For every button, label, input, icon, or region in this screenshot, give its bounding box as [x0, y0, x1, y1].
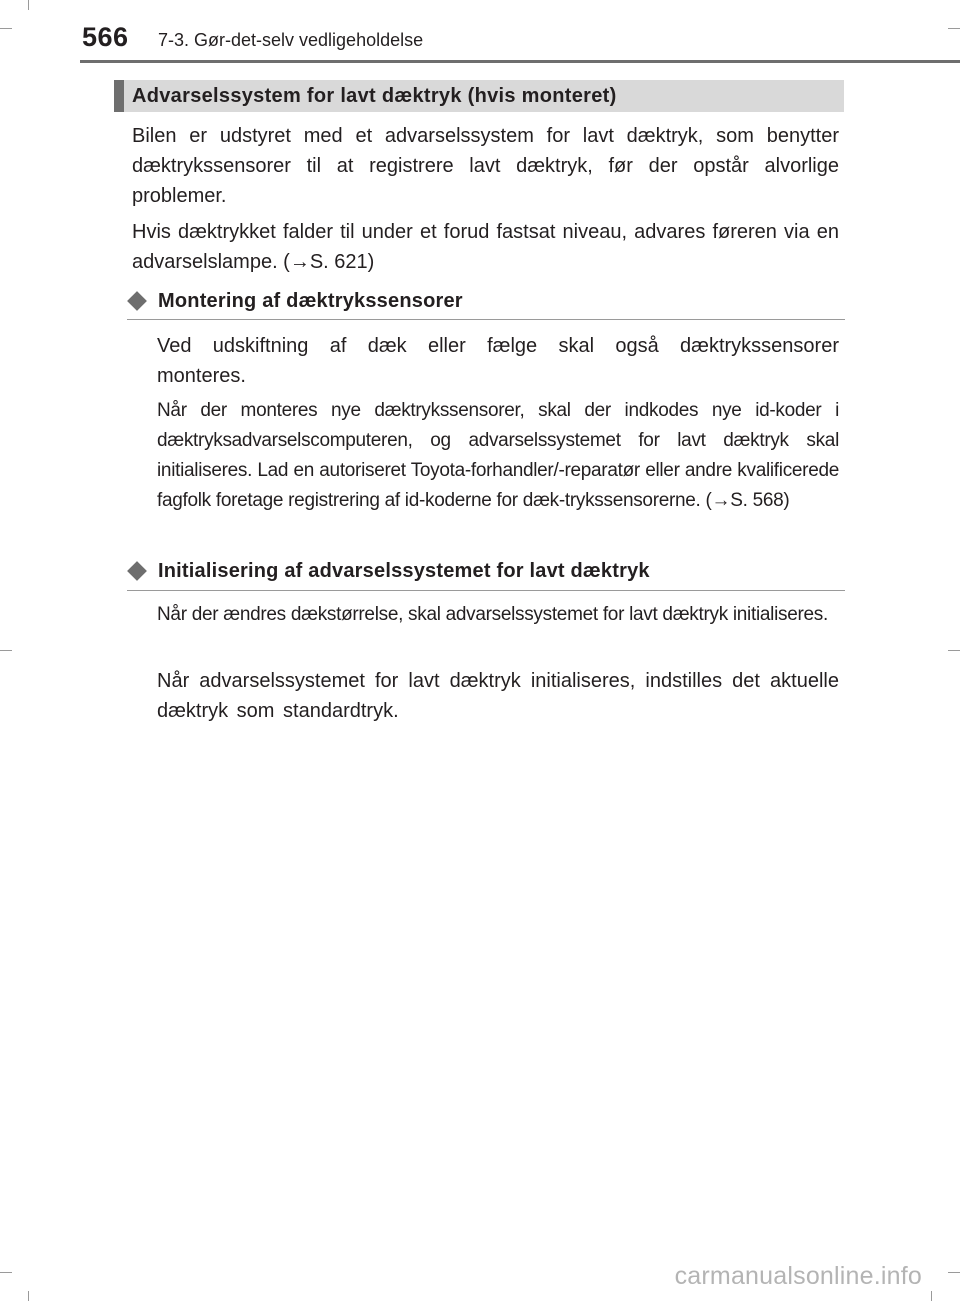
crop-mark	[931, 1291, 932, 1301]
header-rule	[80, 60, 960, 63]
crop-mark	[0, 650, 12, 651]
crop-mark	[0, 28, 12, 29]
crop-mark	[948, 650, 960, 651]
intro-paragraph: Bilen er udstyret med et advarselssystem for lavt dæktryk, som benytter dæktrykssensorer til at registrere lavt dæktryk, før der opstår alvorlige problemer.	[132, 125, 839, 207]
subsection-heading-text: Montering af dæktrykssensorer	[158, 290, 463, 312]
subsection-paragraph: Når der monteres nye dæktrykssensorer, skal der indkodes nye id-koder i dæktryksadvarselscomputeren, og advarselssystemet for lavt dæktryk skal initialiseres. Lad en autoriseret Toyota-forhandler/-reparatør eller andre kvalificerede fagfolk foretage registrering af id-koderne for dæk-trykssensorerne. (→S. 568)	[157, 400, 839, 511]
watermark: carmanualsonline.info	[674, 1262, 922, 1290]
subsection-heading-text: Initialisering af advarselssystemet for lavt dæktryk	[158, 560, 650, 582]
crop-mark	[28, 0, 29, 10]
subsection-rule	[127, 590, 845, 591]
crop-mark	[948, 1272, 960, 1273]
subsection-paragraph: Ved udskiftning af dæk eller fælge skal også dæktrykssensorer monteres.	[157, 335, 839, 387]
subsection-heading	[127, 286, 463, 316]
intro-paragraph: Hvis dæktrykket falder til under et forud fastsat niveau, advares føreren via en advarselslampe. (→S. 621)	[132, 221, 839, 273]
subsection-heading	[127, 556, 650, 586]
subsection-paragraph: Når der ændres dækstørrelse, skal advarselssystemet for lavt dæktryk initialiseres.	[157, 604, 828, 625]
section-title: Advarselssystem for lavt dæktryk (hvis monteret)	[114, 80, 844, 112]
crop-mark	[948, 28, 960, 29]
subsection-rule	[127, 319, 845, 320]
subsection-paragraph: Når advarselssystemet for lavt dæktryk initialiseres, indstilles det aktuelle dæktryk som standardtryk.	[157, 670, 839, 722]
chapter-title: 7-3. Gør-det-selv vedligeholdelse	[158, 30, 424, 50]
crop-mark	[0, 1272, 12, 1273]
page-number: 566	[82, 22, 129, 52]
crop-mark	[28, 1291, 29, 1301]
